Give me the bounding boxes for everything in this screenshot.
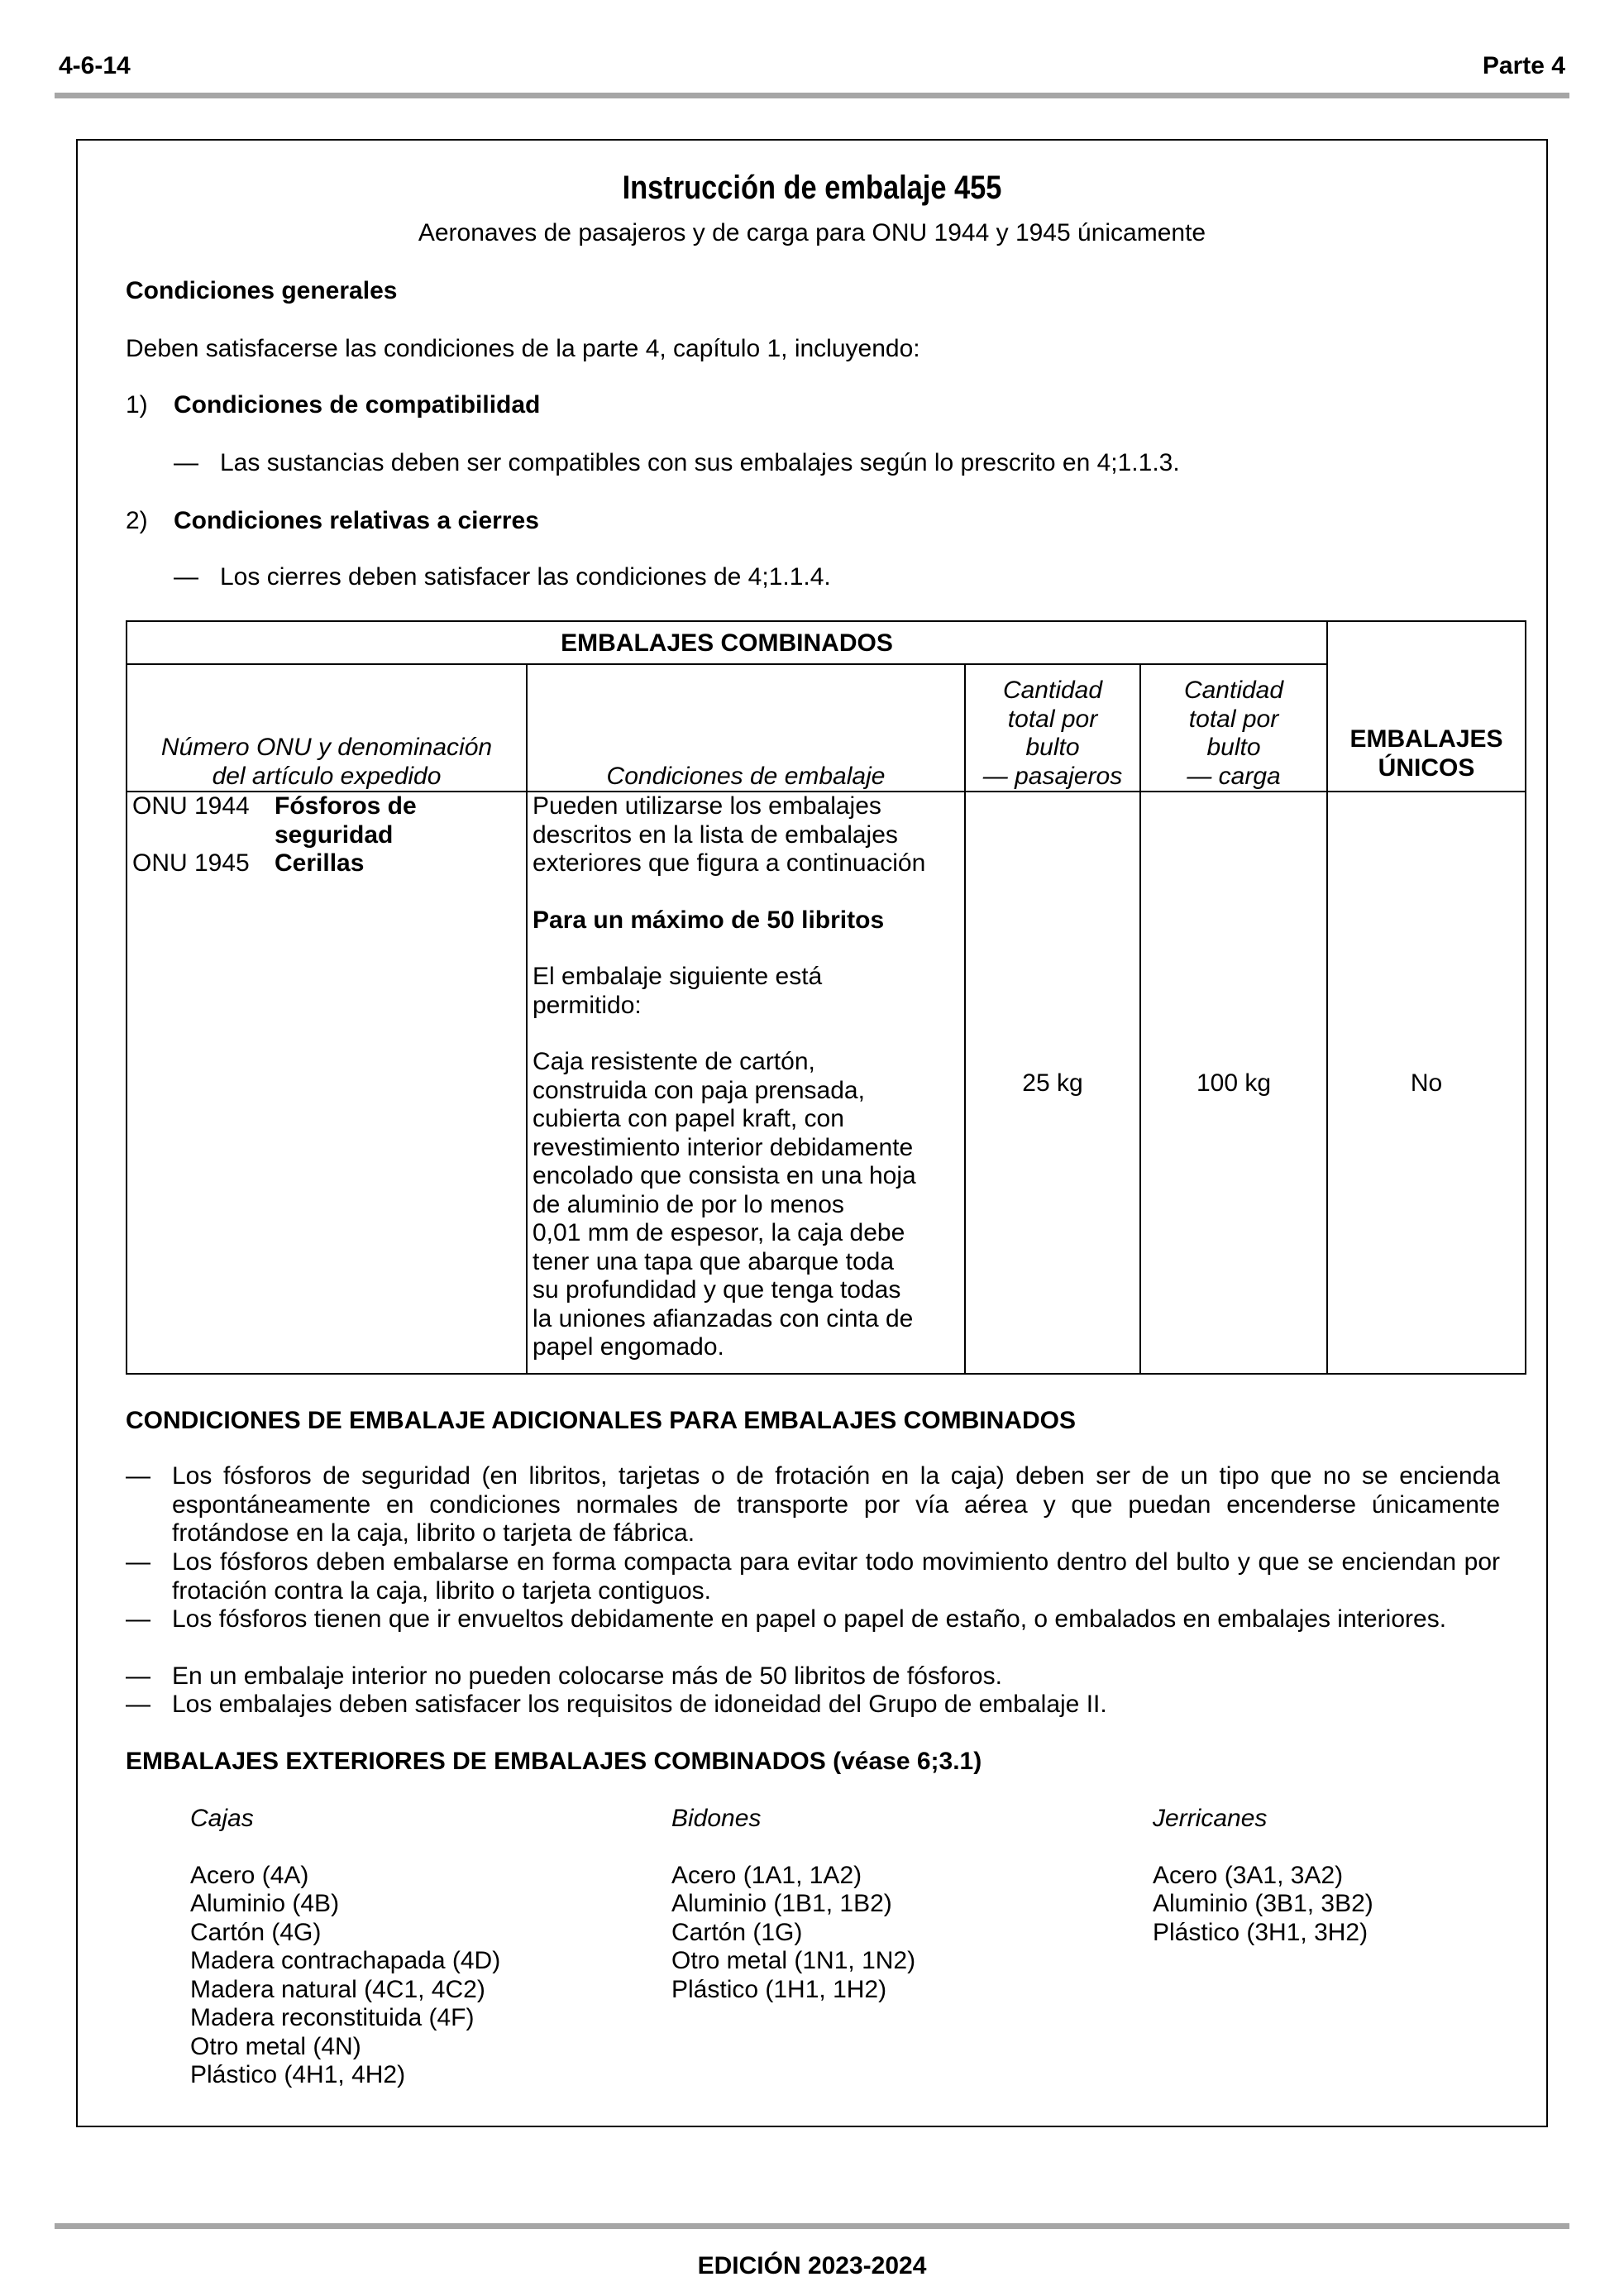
jerricans-list [1153, 1862, 1373, 1948]
condition-2-number: 2) [126, 507, 148, 534]
list-item: Acero (3A1, 3A2) [1153, 1861, 1344, 1889]
additional-conditions-heading: CONDICIONES DE EMBALAJE ADICIONALES PARA EMBALAJES COMBINADOS [126, 1407, 1076, 1434]
packing-table [126, 620, 1526, 1375]
single-packagings-value: No [1327, 792, 1526, 1374]
condition-2-text: Los cierres deben satisfacer las condiciones de 4;1.1.4. [220, 563, 831, 591]
packing-conditions-header: Condiciones de embalaje [527, 664, 965, 792]
conditions-paragraph-2: Para un máximo de 50 libritos [533, 906, 885, 934]
drums-column [671, 1805, 915, 2004]
additional-item-2: — Los fósforos deben embalarse en forma compacta para evitar todo movimiento dentro del bulto y que se enciendan por frotación contra la caja, librito o tarjeta contiguos. [126, 1548, 1500, 1605]
list-item: Aluminio (1B1, 1B2) [671, 1890, 892, 1917]
combined-packagings-header: EMBALAJES COMBINADOS [127, 621, 1327, 664]
list-item: Otro metal (4N) [190, 2032, 361, 2060]
un-entries-cell [127, 792, 527, 1374]
condition-1-text: Las sustancias deben ser compatibles con sus embalajes según lo prescrito en 4;1.1.3. [220, 449, 1180, 476]
boxes-list [190, 1862, 500, 2090]
additional-item-3: — Los fósforos tienen que ir envueltos debidamente en papel o papel de estaño, o embalados en embalajes interiores. [126, 1605, 1447, 1633]
additional-item-1: — Los fósforos de seguridad (en libritos, tarjetas o de frotación en la caja) deben ser de un tipo que no se encienda espontáneamente en condiciones normales de transporte por vía aérea y que puedan encenderse únicamente frotándose en la caja, librito o tarjeta de fábrica. [126, 1462, 1500, 1547]
cargo-quantity-header: Cantidad total por bulto — carga [1140, 664, 1327, 792]
list-item: Aluminio (3B1, 3B2) [1153, 1890, 1373, 1917]
instruction-frame [76, 139, 1548, 2127]
list-item: Madera natural (4C1, 4C2) [190, 1975, 485, 2003]
instruction-title: Instrucción de embalaje 455 [622, 170, 1002, 206]
condition-2-title: Condiciones relativas a cierres [174, 507, 539, 534]
conditions-paragraph-4: Caja resistente de cartón, construida con paja prensada, cubierta con papel kraft, con revestimiento interior debidamente encolado que consista en una hoja de aluminio de por lo menos 0,01 mm de espesor, la caja debe tener una tapa que abarque toda su profundidad y que tenga todas la uniones afianzadas con cinta de papel engomado. [533, 1048, 916, 1361]
passenger-quantity-header: Cantidad total por bulto — pasajeros [965, 664, 1140, 792]
general-conditions-intro: Deben satisfacerse las condiciones de la parte 4, capítulo 1, incluyendo: [126, 335, 920, 362]
boxes-column [190, 1805, 500, 2090]
instruction-subtitle: Aeronaves de pasajeros y de carga para ONU 1944 y 1945 únicamente [418, 219, 1206, 246]
footer-rule [55, 2223, 1569, 2229]
un-1944-number: ONU 1944 [132, 792, 250, 820]
additional-item-5: — Los embalajes deben satisfacer los requisitos de idoneidad del Grupo de embalaje II. [126, 1691, 1107, 1718]
boxes-title: Cajas [190, 1805, 254, 1832]
un-1945-name: Cerillas [275, 849, 365, 877]
un-1944-name: Fósforos de seguridad [275, 792, 417, 849]
list-item: Plástico (1H1, 1H2) [671, 1975, 887, 2003]
condition-2-dash: — [174, 563, 198, 591]
list-item: Cartón (1G) [671, 1918, 803, 1946]
condition-1-title: Condiciones de compatibilidad [174, 391, 541, 419]
conditions-paragraph-1: Pueden utilizarse los embalajes descritos en la lista de embalajes exteriores que figura a continuación [533, 792, 926, 877]
list-item: Plástico (4H1, 4H2) [190, 2061, 406, 2088]
packing-conditions-cell [527, 792, 965, 1374]
header-rule [55, 93, 1569, 98]
general-conditions-heading: Condiciones generales [126, 277, 398, 304]
drums-title: Bidones [671, 1805, 762, 1832]
list-item: Madera contrachapada (4D) [190, 1947, 501, 1974]
conditions-paragraph-3: El embalaje siguiente está permitido: [533, 963, 823, 1019]
list-item: Aluminio (4B) [190, 1890, 340, 1917]
drums-list [671, 1862, 915, 2005]
page-reference: 4-6-14 [59, 52, 131, 79]
list-item: Otro metal (1N1, 1N2) [671, 1947, 916, 1974]
jerricans-title: Jerricanes [1153, 1805, 1268, 1832]
un-1945-number: ONU 1945 [132, 849, 250, 877]
additional-item-4: — En un embalaje interior no pueden colocarse más de 50 libritos de fósforos. [126, 1662, 1002, 1690]
page-header [55, 48, 1569, 81]
single-packagings-header: EMBALAJES ÚNICOS [1327, 621, 1526, 792]
list-item: Plástico (3H1, 3H2) [1153, 1918, 1368, 1946]
outer-packagings-heading: EMBALAJES EXTERIORES DE EMBALAJES COMBINADOS (véase 6;3.1) [126, 1748, 982, 1775]
list-item: Cartón (4G) [190, 1918, 322, 1946]
un-number-header: Número ONU y denominación del artículo expedido [127, 664, 527, 792]
jerricans-column [1153, 1805, 1373, 1947]
condition-1-dash: — [174, 449, 198, 476]
list-item: Acero (1A1, 1A2) [671, 1861, 862, 1889]
cargo-quantity-value: 100 kg [1140, 792, 1327, 1374]
condition-1-number: 1) [126, 391, 148, 419]
edition-footer: EDICIÓN 2023-2024 [697, 2252, 927, 2279]
passenger-quantity-value: 25 kg [965, 792, 1140, 1374]
part-label: Parte 4 [1482, 52, 1565, 79]
list-item: Acero (4A) [190, 1861, 309, 1889]
list-item: Madera reconstituida (4F) [190, 2004, 475, 2031]
